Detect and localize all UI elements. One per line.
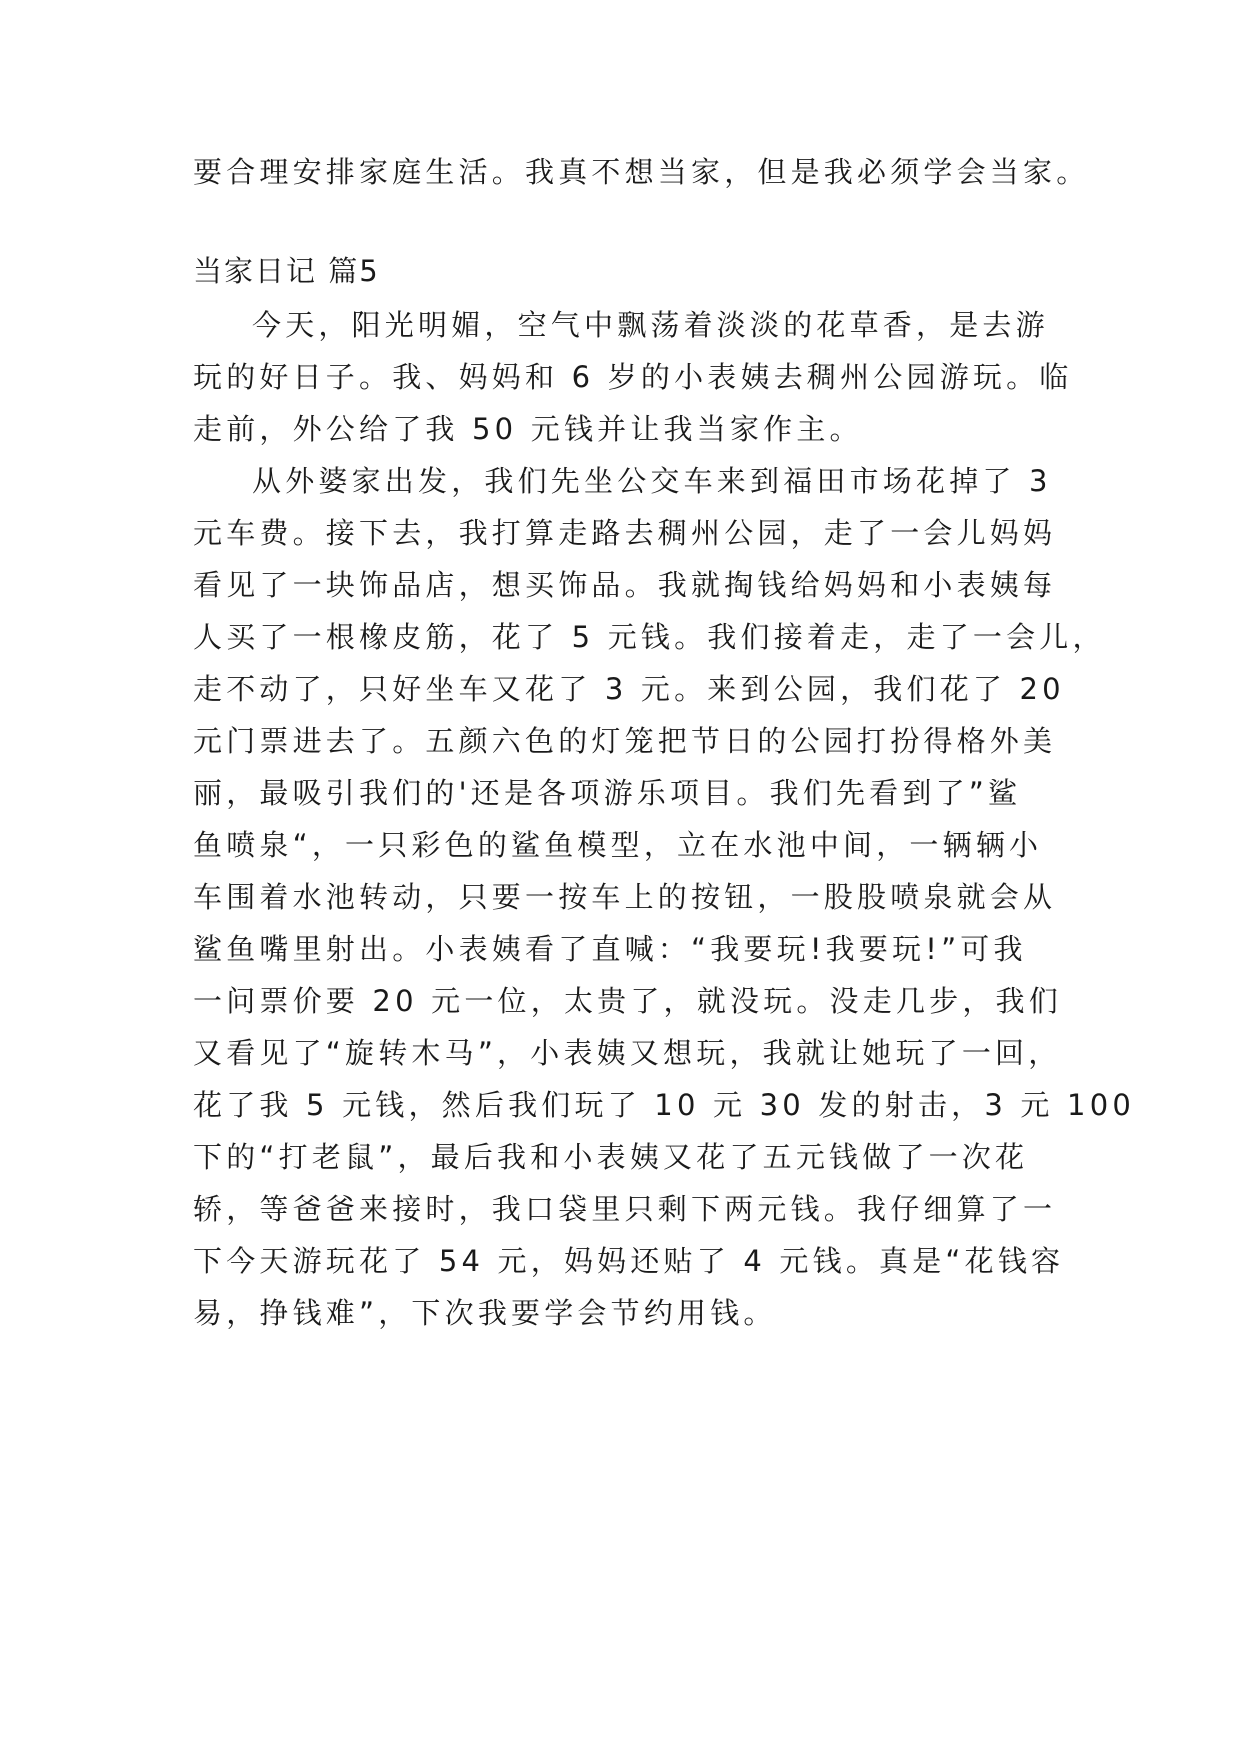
- paragraph-line: 从外婆家出发，我们先坐公交车来到福田市场花掉了 3: [252, 464, 1052, 498]
- paragraph-line: 今天，阳光明媚，空气中飘荡着淡淡的花草香，是去游: [252, 308, 1049, 342]
- paragraph-line: 看见了一块饰品店，想买饰品。我就掏钱给妈妈和小表姨每: [193, 568, 1057, 602]
- paragraph-line: 车围着水池转动，只要一按车上的按钮，一股股喷泉就会从: [193, 880, 1057, 914]
- paragraph-line: 下今天游玩花了 54 元，妈妈还贴了 4 元钱。真是“花钱容: [193, 1244, 1065, 1278]
- paragraph-line: 鱼喷泉“，一只彩色的鲨鱼模型，立在水池中间，一辆辆小: [193, 828, 1043, 862]
- paragraph-line: 鲨鱼嘴里射出。小表姨看了直喊：“我要玩!我要玩!”可我: [193, 932, 1027, 966]
- paragraph-line: 走前，外公给了我 50 元钱并让我当家作主。: [193, 412, 863, 446]
- paragraph-line: 玩的好日子。我、妈妈和 6 岁的小表姨去稠州公园游玩。临: [193, 360, 1073, 394]
- paragraph-line: 元车费。接下去，我打算走路去稠州公园，走了一会儿妈妈: [193, 516, 1057, 550]
- paragraph-line: 又看见了“旋转木马”，小表姨又想玩，我就让她玩了一回，: [193, 1036, 1062, 1070]
- paragraph-line: 一问票价要 20 元一位，太贵了，就没玩。没走几步，我们: [193, 984, 1062, 1018]
- paragraph-line: 走不动了，只好坐车又花了 3 元。来到公园，我们花了 20: [193, 672, 1065, 706]
- section-heading: 当家日记 篇5: [193, 254, 380, 288]
- paragraph-line: 丽，最吸引我们的'还是各项游乐项目。我们先看到了”鲨: [193, 776, 1022, 810]
- paragraph-line: 下的“打老鼠”，最后我和小表姨又花了五元钱做了一次花: [193, 1140, 1029, 1174]
- paragraph-line: 人买了一根橡皮筋，花了 5 元钱。我们接着走，走了一会儿，: [193, 620, 1106, 654]
- previous-section-tail: 要合理安排家庭生活。我真不想当家，但是我必须学会当家。: [193, 155, 1090, 189]
- paragraph-line: 轿，等爸爸来接时，我口袋里只剩下两元钱。我仔细算了一: [193, 1192, 1057, 1226]
- paragraph-line: 花了我 5 元钱，然后我们玩了 10 元 30 发的射击，3 元 100: [193, 1088, 1136, 1122]
- paragraph-line: 元门票进去了。五颜六色的灯笼把节日的公园打扮得格外美: [193, 724, 1057, 758]
- paragraph-line: 易，挣钱难”，下次我要学会节约用钱。: [193, 1296, 777, 1330]
